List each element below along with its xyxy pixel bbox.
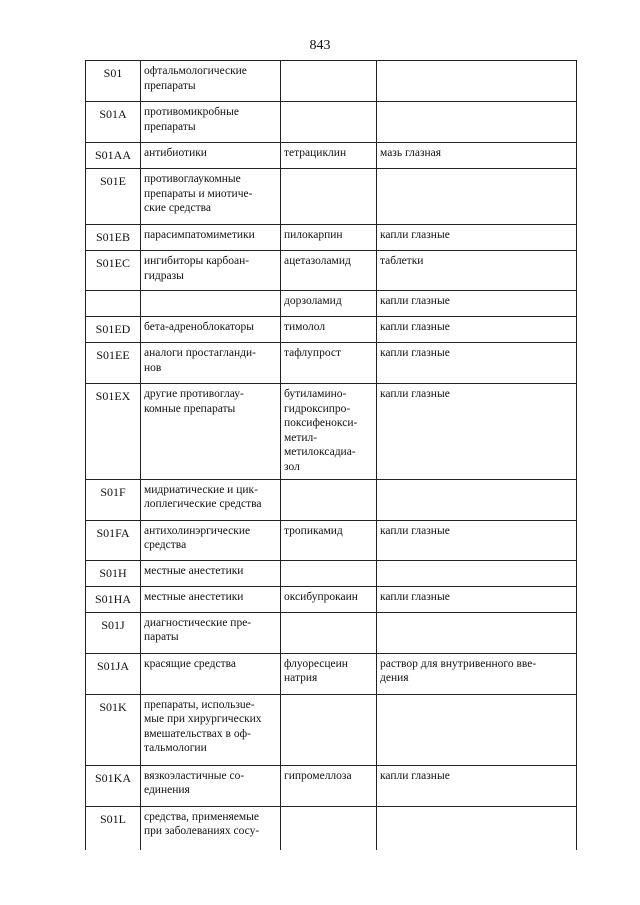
dosage-form-cell	[377, 317, 577, 343]
cell-text-line: ские средства	[144, 202, 211, 215]
cell-text-line: мидриатические и цик-	[144, 483, 258, 496]
cell-text-line: нов	[144, 361, 162, 374]
atc-code-cell: S01EB	[86, 225, 141, 251]
group-name-cell	[141, 612, 281, 653]
cell-text-line: офтальмологические	[144, 65, 247, 77]
cell-text-line: диагностические пре-	[144, 616, 252, 629]
table-row	[86, 102, 577, 143]
atc-code-cell: S01A	[86, 102, 141, 143]
cell-text-line: зол	[284, 460, 300, 473]
atc-code-cell: S01KA	[86, 765, 141, 806]
cell-text-line: капли глазные	[380, 321, 450, 333]
cell-text-line: единения	[144, 784, 190, 797]
atc-code-cell: S01FA	[86, 520, 141, 560]
table-row	[86, 479, 577, 520]
dosage-form-cell	[377, 384, 577, 480]
drug-name-cell	[281, 520, 377, 560]
cell-text-line: таблетки	[380, 255, 424, 267]
group-name-cell	[141, 317, 281, 343]
table-row	[86, 765, 577, 806]
group-name-cell	[141, 694, 281, 765]
dosage-form-cell	[377, 169, 577, 225]
cell-text-line: капли глазные	[380, 229, 450, 241]
cell-text-line: гидразы	[144, 269, 184, 282]
cell-text-line: бутиламино-	[284, 388, 347, 400]
table-row	[86, 169, 577, 225]
atc-code-cell	[86, 291, 141, 317]
cell-text-line: местные анестетики	[144, 590, 244, 603]
cell-text-line: вмешательствах в оф-	[144, 727, 251, 740]
cell-text-line: гипромеллоза	[284, 769, 352, 782]
table-row	[86, 560, 577, 586]
table-row	[86, 384, 577, 480]
cell-text-line: капли глазные	[380, 769, 450, 782]
group-name-cell	[141, 560, 281, 586]
cell-text-line: другие противоглау-	[144, 388, 244, 400]
atc-code-cell: S01K	[86, 694, 141, 765]
cell-text-line: аналоги простагланди-	[144, 347, 256, 359]
table-row	[86, 291, 577, 317]
group-name-cell	[141, 225, 281, 251]
table-row	[86, 520, 577, 560]
cell-text-line: комные препараты	[144, 402, 236, 415]
cell-text-line: препараты	[144, 120, 196, 133]
cell-text-line: при заболеваниях сосу-	[144, 825, 260, 838]
dosage-form-cell	[377, 694, 577, 765]
dosage-form-cell	[377, 102, 577, 143]
cell-text-line: красящие средства	[144, 657, 236, 670]
atc-code-cell: S01	[86, 61, 141, 102]
group-name-cell	[141, 143, 281, 169]
group-name-cell	[141, 102, 281, 143]
cell-text-line: мазь глазная	[380, 147, 442, 159]
dosage-form-cell	[377, 806, 577, 850]
cell-text-line: местные анестетики	[144, 564, 244, 577]
atc-drug-table	[85, 60, 577, 850]
atc-code-cell: S01ED	[86, 317, 141, 343]
cell-text-line: препараты и миотиче-	[144, 187, 253, 200]
drug-name-cell	[281, 765, 377, 806]
group-name-cell	[141, 653, 281, 694]
cell-text-line: вязкоэластичные со-	[144, 769, 245, 782]
group-name-cell	[141, 61, 281, 102]
drug-name-cell	[281, 343, 377, 384]
group-name-cell	[141, 291, 281, 317]
table-row	[86, 251, 577, 291]
table-row	[86, 612, 577, 653]
cell-text-line: антибиотики	[144, 147, 207, 159]
group-name-cell	[141, 586, 281, 612]
group-name-cell	[141, 765, 281, 806]
group-name-cell	[141, 520, 281, 560]
atc-code-cell: S01EX	[86, 384, 141, 480]
table-row	[86, 343, 577, 384]
cell-text-line: ингибиторы карбоан-	[144, 255, 250, 267]
group-name-cell	[141, 251, 281, 291]
cell-text-line: гидроксипро-	[284, 402, 351, 415]
cell-text-line: капли глазные	[380, 347, 450, 359]
table-row	[86, 694, 577, 765]
group-name-cell	[141, 806, 281, 850]
cell-text-line: флуоресцеин	[284, 657, 348, 670]
drug-name-cell	[281, 479, 377, 520]
atc-code-cell: S01EC	[86, 251, 141, 291]
table-row	[86, 317, 577, 343]
table-row	[86, 61, 577, 102]
cell-text-line: дения	[380, 672, 409, 685]
dosage-form-cell	[377, 560, 577, 586]
drug-name-cell	[281, 143, 377, 169]
dosage-form-cell	[377, 343, 577, 384]
cell-text-line: мые при хирургических	[144, 713, 262, 726]
cell-text-line: тимолол	[284, 321, 326, 333]
table-row	[86, 586, 577, 612]
cell-text-line: параты	[144, 631, 179, 644]
group-name-cell	[141, 169, 281, 225]
dosage-form-cell	[377, 143, 577, 169]
dosage-form-cell	[377, 520, 577, 560]
drug-name-cell	[281, 102, 377, 143]
cell-text-line: средства, применяемые	[144, 810, 260, 823]
cell-text-line: препараты	[144, 79, 196, 92]
cell-text-line: капли глазные	[380, 524, 450, 537]
drug-name-cell	[281, 317, 377, 343]
cell-text-line: противоглаукомные	[144, 173, 241, 185]
cell-text-line: лоплегические средства	[144, 498, 262, 511]
group-name-cell	[141, 384, 281, 480]
drug-name-cell	[281, 225, 377, 251]
cell-text-line: капли глазные	[380, 388, 450, 400]
cell-text-line: бета-адреноблокаторы	[144, 321, 254, 333]
cell-text-line: метилоксадиа-	[284, 446, 356, 459]
dosage-form-cell	[377, 765, 577, 806]
cell-text-line: метил-	[284, 431, 318, 444]
drug-name-cell	[281, 560, 377, 586]
table-row	[86, 653, 577, 694]
dosage-form-cell	[377, 61, 577, 102]
page-number: 843	[309, 38, 331, 53]
dosage-form-cell	[377, 225, 577, 251]
drug-name-cell	[281, 169, 377, 225]
cell-text-line: раствор для внутривенного вве-	[380, 657, 537, 670]
dosage-form-cell	[377, 479, 577, 520]
atc-code-cell: S01E	[86, 169, 141, 225]
drug-name-cell	[281, 653, 377, 694]
drug-name-cell	[281, 694, 377, 765]
cell-text-line: капли глазные	[380, 590, 450, 603]
atc-code-cell: S01F	[86, 479, 141, 520]
cell-text-line: дорзоламид	[284, 295, 342, 307]
cell-text-line: средства	[144, 539, 187, 552]
drug-name-cell	[281, 384, 377, 480]
table-row	[86, 225, 577, 251]
group-name-cell	[141, 343, 281, 384]
cell-text-line: тропикамид	[284, 524, 343, 537]
cell-text-line: противомикробные	[144, 106, 239, 118]
atc-code-cell: S01HA	[86, 586, 141, 612]
dosage-form-cell	[377, 653, 577, 694]
dosage-form-cell	[377, 251, 577, 291]
table-row	[86, 143, 577, 169]
cell-text-line: тафлупрост	[284, 347, 341, 359]
drug-name-cell	[281, 291, 377, 317]
dosage-form-cell	[377, 586, 577, 612]
dosage-form-cell	[377, 612, 577, 653]
table-row	[86, 806, 577, 850]
cell-text-line: натрия	[284, 672, 318, 685]
cell-text-line: препараты, использue-	[144, 698, 255, 711]
cell-text-line: оксибупрокаин	[284, 590, 358, 603]
atc-code-cell: S01AA	[86, 143, 141, 169]
group-name-cell	[141, 479, 281, 520]
cell-text-line: пилокарпин	[284, 229, 343, 241]
cell-text-line: тетрациклин	[284, 147, 347, 159]
atc-code-cell: S01L	[86, 806, 141, 850]
cell-text-line: ацетазоламид	[284, 255, 351, 267]
atc-code-cell: S01J	[86, 612, 141, 653]
dosage-form-cell	[377, 291, 577, 317]
cell-text-line: парасимпатомиметики	[144, 229, 255, 241]
drug-name-cell	[281, 586, 377, 612]
drug-name-cell	[281, 61, 377, 102]
drug-name-cell	[281, 251, 377, 291]
cell-text-line: поксифенокси-	[284, 417, 358, 430]
drug-name-cell	[281, 806, 377, 850]
atc-code-cell: S01H	[86, 560, 141, 586]
cell-text-line: тальмологии	[144, 742, 207, 755]
drug-name-cell	[281, 612, 377, 653]
atc-code-cell: S01JA	[86, 653, 141, 694]
cell-text-line: антихолинэргические	[144, 524, 251, 537]
atc-code-cell: S01EE	[86, 343, 141, 384]
cell-text-line: капли глазные	[380, 295, 450, 307]
